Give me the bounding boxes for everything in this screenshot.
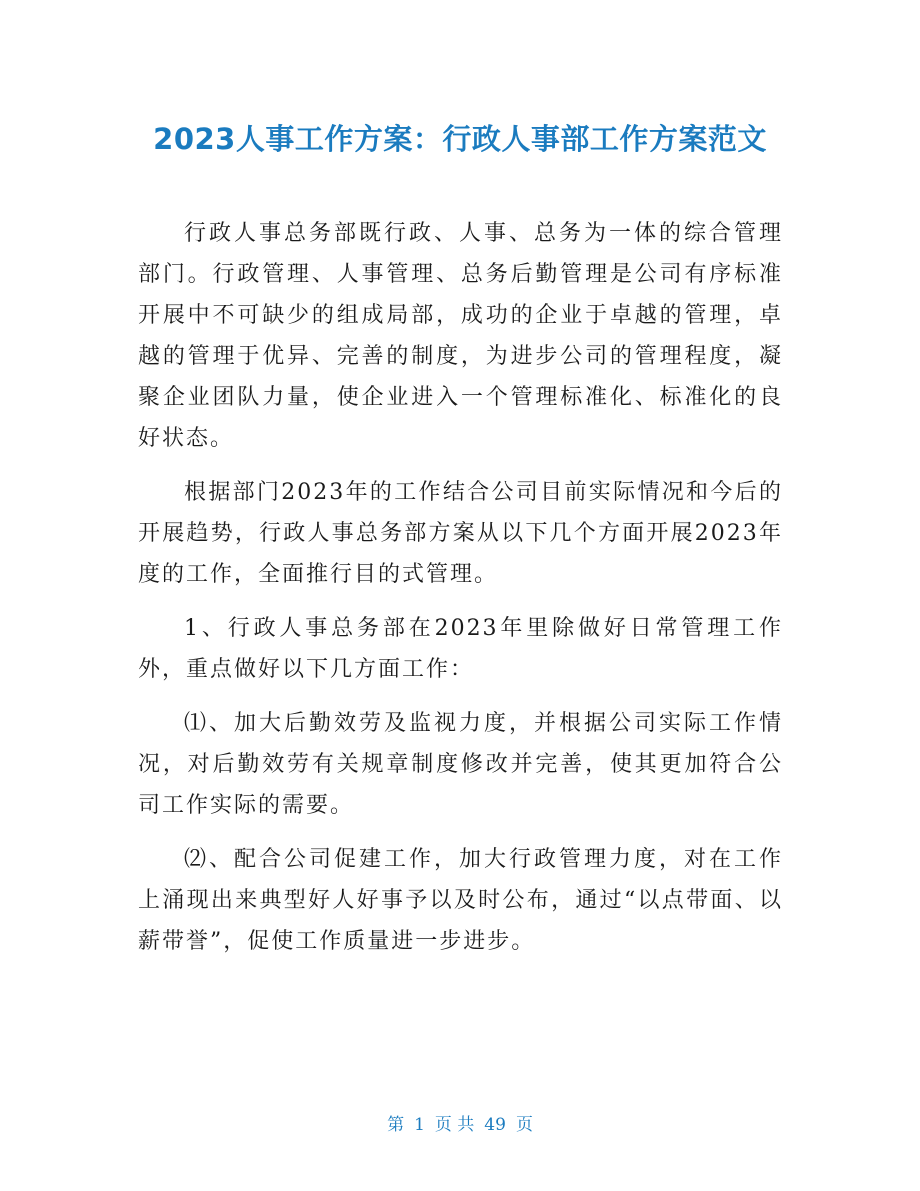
paragraph-1: 行政人事总务部既行政、人事、总务为一体的综合管理部门。行政管理、人事管理、总务后勤管理是公司有序标准开展中不可缺少的组成局部，成功的企业于卓越的管理，卓越的管理于优异、完善的制度，为进步公司的管理程度，凝聚企业团队力量，使企业进入一个管理标准化、标准化的良好状态。	[138, 221, 783, 451]
paragraph-5: ⑵、配合公司促建工作，加大行政管理力度，对在工作上涌现出来典型好人好事予以及时公布，通过“以点带面、以薪带誉”，促使工作质量进一步进步。	[138, 847, 783, 954]
footer-suffix: 页	[515, 1115, 533, 1135]
footer-page-total: 49	[484, 1115, 506, 1135]
footer-prefix: 第	[387, 1115, 405, 1135]
footer-middle: 页 共	[434, 1115, 475, 1135]
paragraph-3: 1、行政人事总务部在2023年里除做好日常管理工作外，重点做好以下几方面工作：	[138, 616, 783, 682]
document-title: 2023人事工作方案：行政人事部工作方案范文	[153, 122, 767, 156]
paragraph-2: 根据部门2023年的工作结合公司目前实际情况和今后的开展趋势，行政人事总务部方案从以下几个方面开展2023年度的工作，全面推行目的式管理。	[138, 480, 783, 587]
paragraph-4: ⑴、加大后勤效劳及监视力度，并根据公司实际工作情况，对后勤效劳有关规章制度修改并完善，使其更加符合公司工作实际的需要。	[138, 711, 783, 818]
page-footer	[0, 1111, 920, 1139]
footer-page-number: 1	[414, 1115, 425, 1135]
document-body	[138, 213, 783, 975]
